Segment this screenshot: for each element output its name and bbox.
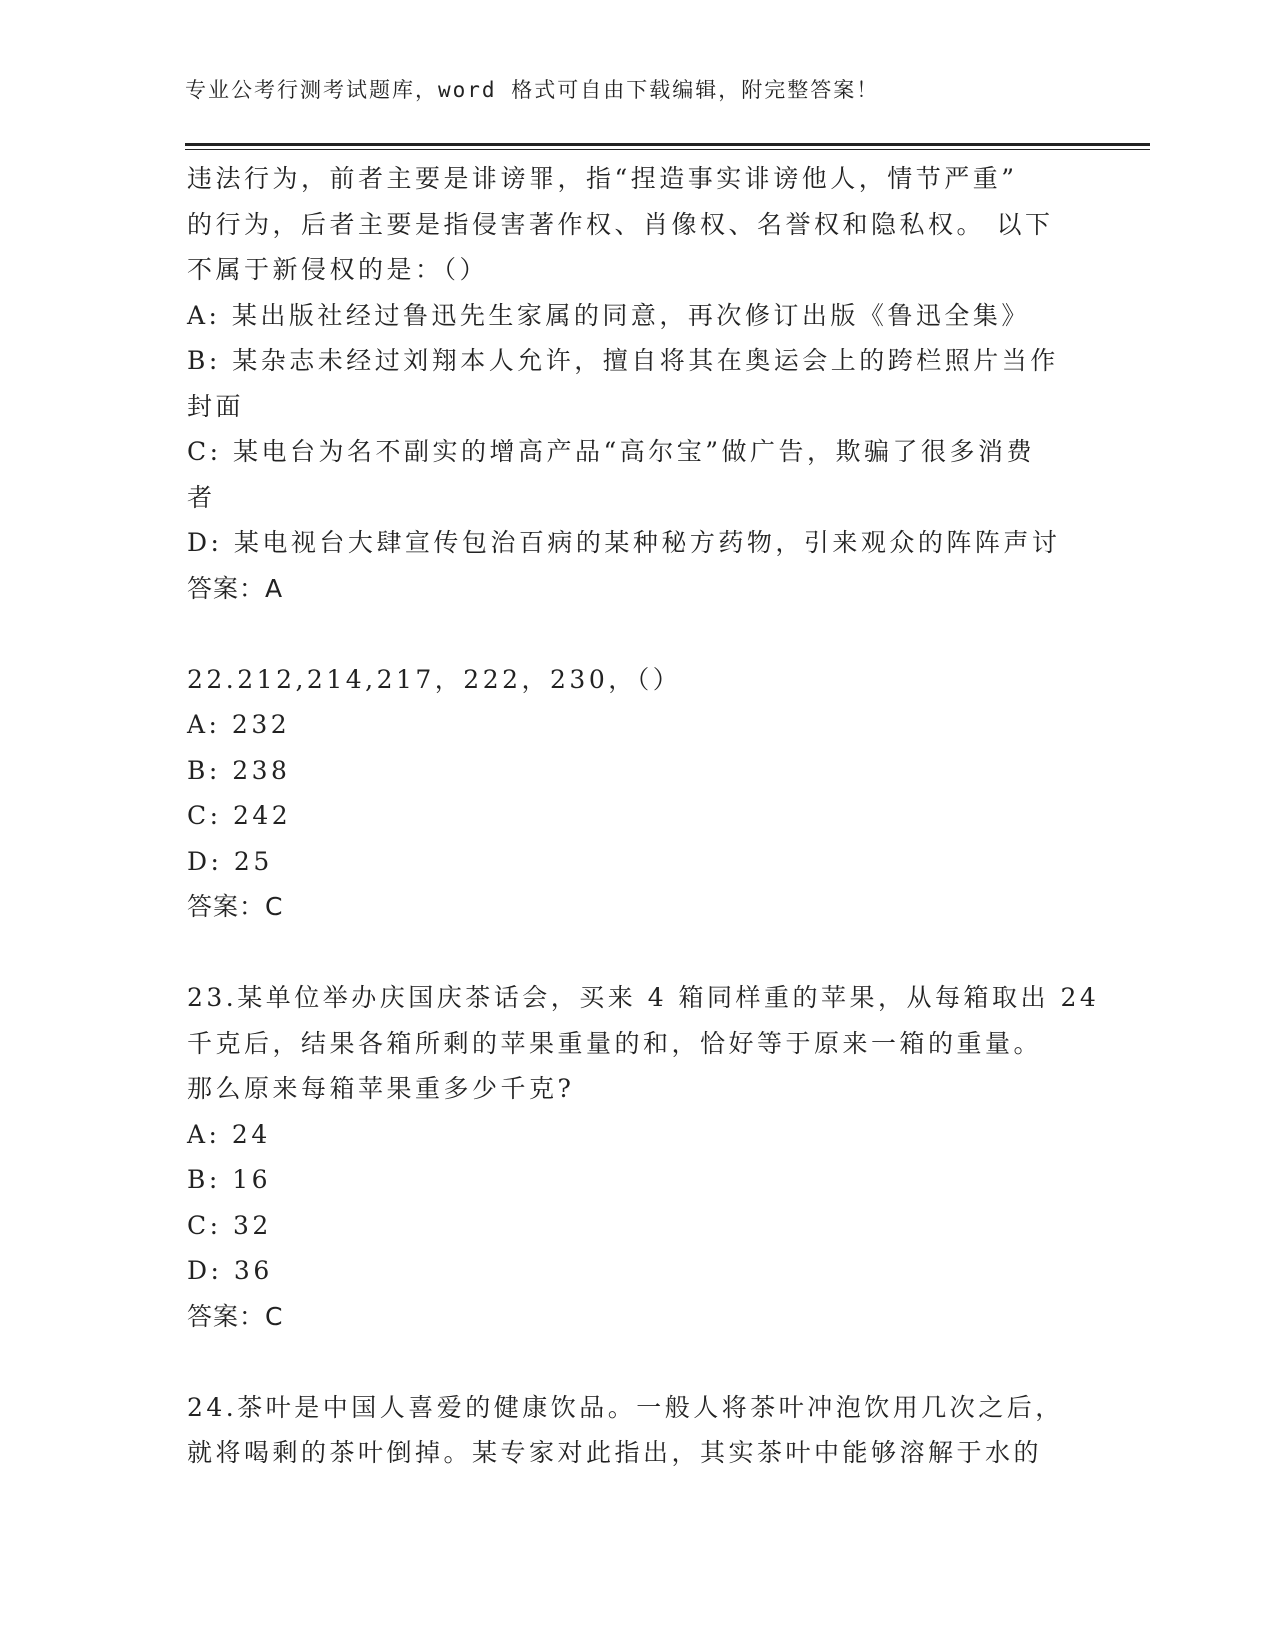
question-22 [187,657,1087,930]
option-c: C: 32 [187,1210,272,1240]
option-b: B: 某杂志未经过刘翔本人允许，擅自将其在奥运会上的跨栏照片当作 [187,346,1059,375]
question-stem-line: 那么原来每箱苹果重多少千克? [187,1074,575,1103]
option-c: C: 242 [187,801,292,830]
page-header: 专业公考行测考试题库，word 格式可自由下载编辑，附完整答案！ [185,78,880,102]
answer-line: 答案：A [187,573,284,603]
option-d: D: 36 [187,1256,273,1285]
question-stem-line: 22.212,214,217，222，230，（） [187,664,682,694]
option-a: A: 232 [187,710,291,739]
option-c: C: 某电台为名不副实的增高产品“高尔宝”做广告，欺骗了很多消费 [187,437,1036,466]
answer-line: 答案：C [187,1301,284,1331]
option-a: A: 某出版社经过鲁迅先生家属的同意，再次修订出版《鲁迅全集》 [187,300,1030,330]
option-b: B: 16 [187,1165,272,1194]
question-stem-line: 就将喝剩的茶叶倒掉。某专家对此指出，其实茶叶中能够溶解于水的 [187,1438,1043,1467]
spacer [187,1339,1087,1385]
question-stem-line: 违法行为，前者主要是诽谤罪，指“捏造事实诽谤他人，情节严重” [187,164,1018,193]
question-21 [187,156,1087,611]
document-body [187,156,1100,1476]
header-rule-thick [185,143,1150,146]
answer-line: 答案：C [187,892,284,921]
question-stem-line: 千克后，结果各箱所剩的苹果重量的和，恰好等于原来一箱的重量。 [187,1028,1043,1058]
option-d: D: 25 [187,846,273,876]
question-23 [187,975,1100,1339]
question-24 [187,1385,1087,1476]
question-stem-line: 的行为，后者主要是指侵害著作权、肖像权、名誉权和隐私权。 以下 [187,209,1054,239]
spacer [187,930,1087,976]
question-stem-line: 23.某单位举办庆国庆茶话会，买来 4 箱同样重的苹果，从每箱取出 24 [187,983,1100,1012]
header-rule-thin [185,149,1150,150]
option-c-continued: 者 [187,482,216,512]
option-b: B: 238 [187,755,291,785]
spacer [187,611,1087,657]
option-a: A: 24 [187,1119,271,1149]
question-stem-line: 24.茶叶是中国人喜爱的健康饮品。一般人将茶叶冲泡饮用几次之后， [187,1392,1064,1422]
option-d: D: 某电视台大肆宣传包治百病的某种秘方药物，引来观众的阵阵声讨 [187,528,1061,557]
option-b-continued: 封面 [187,391,245,421]
question-stem-line: 不属于新侵权的是：（） [187,255,489,284]
